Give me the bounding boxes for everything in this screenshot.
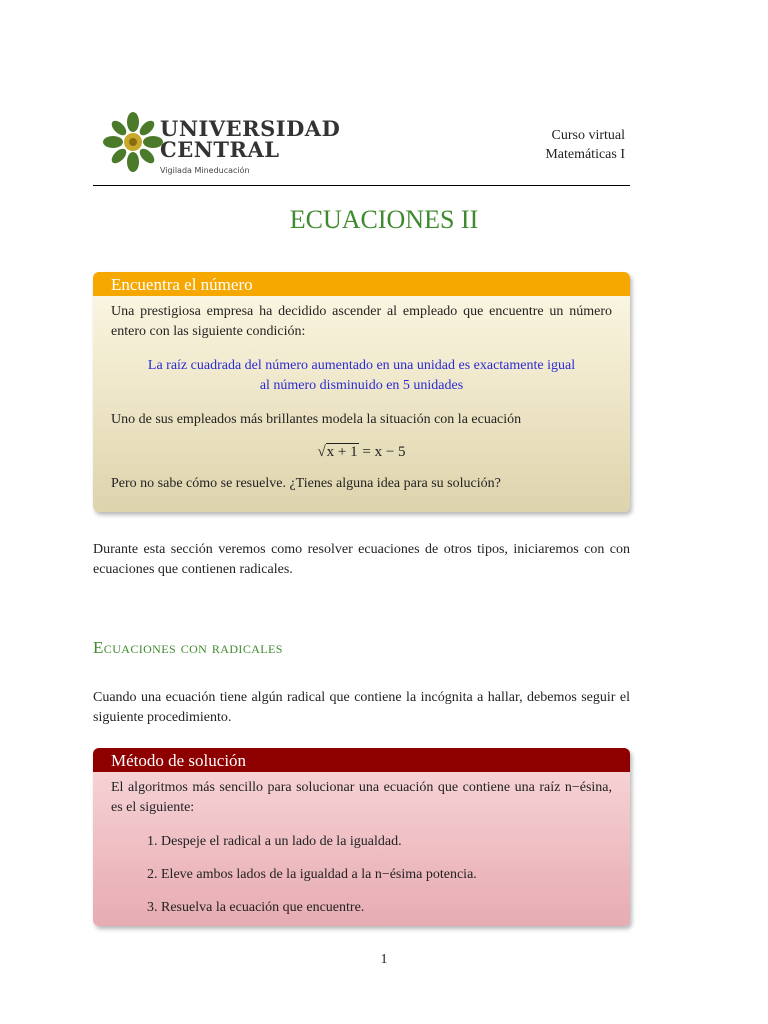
list-item: 2. Eleve ambos lados de la igualdad a la n−ésima potencia. xyxy=(147,867,477,882)
method-steps-list xyxy=(111,832,612,918)
equation-radicand: x + 1 xyxy=(326,444,358,460)
condition-line1: La raíz cuadrada del número aumentado en una unidad es exactamente igual xyxy=(147,358,576,373)
course-line1: Curso virtual xyxy=(551,128,625,143)
problem-condition xyxy=(111,356,612,396)
university-flower-emblem-icon xyxy=(103,112,163,172)
method-box-body xyxy=(93,772,630,918)
problem-box-heading: Encuentra el número xyxy=(93,272,630,296)
course-line2: Matemáticas I xyxy=(545,147,625,162)
intro-paragraph: Durante esta sección veremos como resolver ecuaciones de otros tipos, iniciaremos con con ecuaciones que contienen radicales. xyxy=(93,542,630,577)
university-name-line2: CENTRAL xyxy=(160,137,280,162)
procedure-paragraph: Cuando una ecuación tiene algún radical que contiene la incógnita a hallar, debemos seguir el siguiente procedimiento. xyxy=(93,690,630,725)
header-divider xyxy=(93,185,630,186)
problem-box xyxy=(93,272,630,512)
condition-line2: al número disminuido en 5 unidades xyxy=(259,378,464,393)
method-box-heading: Método de solución xyxy=(93,748,630,772)
list-item: 1. Despeje el radical a un lado de la igualdad. xyxy=(147,834,402,849)
section-title: Ecuaciones con radicales xyxy=(93,638,283,657)
equation-rhs: = x − 5 xyxy=(358,444,406,460)
list-item: 3. Resuelva la ecuación que encuentre. xyxy=(147,900,365,915)
problem-paragraph-1: Una prestigiosa empresa ha decidido ascender al empleado que encuentre un número entero con las siguiente condición: xyxy=(111,304,612,339)
equation xyxy=(111,442,612,462)
university-motto: Vigilada Mineducación xyxy=(160,166,250,175)
method-box xyxy=(93,748,630,926)
problem-paragraph-3: Pero no sabe cómo se resuelve. ¿Tienes alguna idea para su solución? xyxy=(111,476,501,491)
page-number: 1 xyxy=(380,952,388,967)
sqrt-symbol-icon: √ xyxy=(317,444,326,460)
course-info xyxy=(545,126,625,164)
method-paragraph: El algoritmos más sencillo para solucionar una ecuación que contiene una raíz n−ésina, es el siguiente: xyxy=(111,780,612,815)
problem-box-body xyxy=(93,296,630,494)
problem-paragraph-2: Uno de sus empleados más brillantes modela la situación con la ecuación xyxy=(111,412,522,427)
university-name-line1: UNIVERSIDAD xyxy=(160,116,341,141)
page-title: ECUACIONES II xyxy=(289,205,479,234)
university-name xyxy=(160,118,340,160)
